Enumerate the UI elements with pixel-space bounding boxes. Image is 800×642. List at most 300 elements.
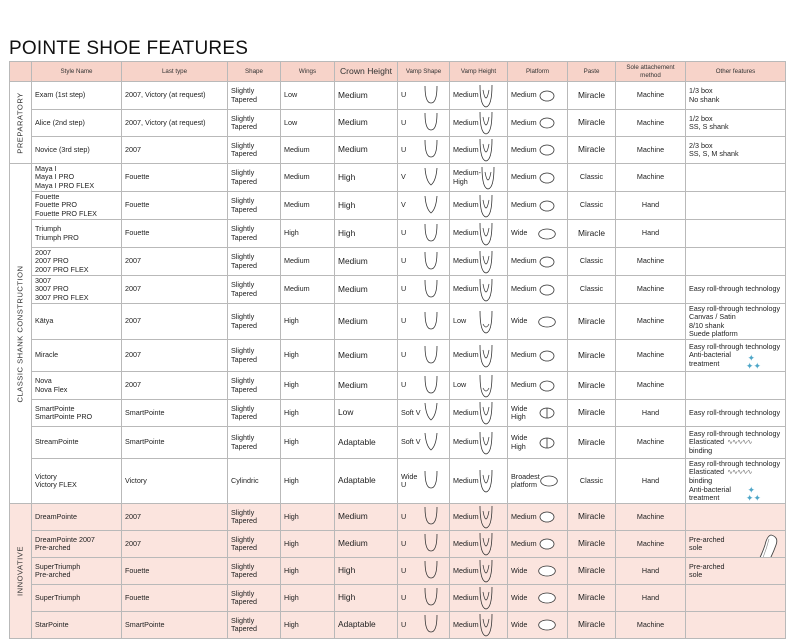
paste-value: Miracle — [578, 538, 605, 549]
wings-value: High — [284, 593, 299, 603]
paste-cell — [568, 276, 616, 304]
vamp-shape-icon — [424, 85, 447, 107]
other-feature-line: 8/10 shank — [689, 320, 725, 330]
shape-cell — [228, 612, 281, 639]
last-type-value: 2007, Victory (at request) — [125, 117, 206, 127]
pre-arched-shoe-icon — [749, 533, 779, 558]
group-label: INNOVATIVE — [15, 546, 25, 597]
crown-height-value: Medium — [338, 315, 368, 326]
wings-cell — [281, 459, 335, 504]
sole-method-value: Machine — [636, 620, 665, 630]
platform-value: Medium — [511, 256, 537, 266]
vamp-height-wrap — [453, 586, 504, 610]
other-features-cell — [686, 585, 786, 612]
header-style-name: Style Name — [32, 62, 122, 82]
vamp-height-wrap — [453, 250, 504, 274]
paste-value: Miracle — [578, 379, 605, 390]
vamp-height-icon — [479, 138, 504, 162]
crown-height-value: Adaptable — [338, 436, 376, 447]
shape-line: Tapered — [231, 260, 257, 270]
vamp-height-icon — [479, 222, 504, 246]
vamp-height-wrap — [453, 374, 504, 398]
group-section — [10, 164, 786, 504]
other-features-cell — [686, 164, 786, 192]
shape-cell — [228, 248, 281, 276]
vamp-shape-value: U — [401, 539, 407, 549]
other-features-cell — [686, 612, 786, 639]
shape-cell — [228, 340, 281, 372]
vamp-height-value: Low — [453, 380, 467, 390]
paste-value: Miracle — [578, 592, 605, 603]
platform-cell — [508, 340, 568, 372]
paste-value: Miracle — [578, 144, 605, 155]
other-features-cell — [686, 220, 786, 248]
paste-cell — [568, 192, 616, 220]
style-name-cell — [32, 504, 122, 531]
other-features-cell — [686, 304, 786, 340]
paste-cell — [568, 372, 616, 400]
sole-method-cell — [616, 504, 686, 531]
shape-cell — [228, 220, 281, 248]
crown-height-value: Medium — [338, 144, 368, 155]
wings-value: Low — [284, 90, 298, 100]
header-other-features: Other features — [686, 62, 786, 82]
platform-value: Medium — [511, 117, 537, 127]
wings-value: High — [284, 476, 299, 486]
sole-method-value: Hand — [641, 476, 660, 486]
vamp-height-cell — [450, 504, 508, 531]
style-name-cell — [32, 427, 122, 459]
platform-shape-icon — [538, 117, 565, 129]
paste-cell — [568, 504, 616, 531]
vamp-shape-value: Wide U — [401, 471, 418, 490]
platform-shape-icon — [538, 90, 565, 102]
last-type-value: SmartPointe — [125, 437, 165, 447]
shape-cell — [228, 304, 281, 340]
last-type-value: Fouette — [125, 172, 150, 182]
crown-height-cell — [335, 612, 398, 639]
paste-cell — [568, 220, 616, 248]
vamp-height-cell — [450, 558, 508, 585]
platform-cell — [508, 110, 568, 137]
other-feature-line: Anti-bacterial — [689, 484, 731, 494]
style-name-cell — [32, 459, 122, 504]
style-name-line: DreamPointe — [35, 512, 77, 522]
table-row — [10, 504, 786, 531]
table-row — [10, 110, 786, 137]
platform-wrap — [511, 619, 564, 631]
crown-height-cell — [335, 164, 398, 192]
vamp-height-icon — [479, 469, 504, 493]
crown-height-value: Adaptable — [338, 475, 376, 486]
last-type-cell — [122, 110, 228, 137]
paste-cell — [568, 459, 616, 504]
platform-shape-icon — [538, 350, 565, 362]
vamp-shape-icon — [424, 432, 447, 454]
other-features-cell — [686, 248, 786, 276]
vamp-height-wrap — [453, 111, 504, 135]
wings-cell — [281, 110, 335, 137]
paste-value: Classic — [579, 256, 604, 266]
vamp-height-cell — [450, 585, 508, 612]
platform-cell — [508, 304, 568, 340]
crown-height-cell — [335, 248, 398, 276]
vamp-shape-wrap — [401, 112, 446, 134]
paste-cell — [568, 164, 616, 192]
table-row — [10, 192, 786, 220]
paste-value: Miracle — [578, 227, 605, 238]
wings-value: High — [284, 539, 299, 549]
vamp-height-wrap — [453, 84, 504, 108]
platform-wrap — [511, 172, 564, 184]
sole-method-value: Hand — [641, 228, 660, 238]
other-feature-line: Easy roll-through technology — [689, 428, 781, 438]
vamp-shape-wrap — [401, 85, 446, 107]
vamp-shape-cell — [398, 585, 450, 612]
other-features-cell — [686, 459, 786, 504]
sole-method-value: Machine — [636, 172, 665, 182]
paste-cell — [568, 400, 616, 427]
vamp-shape-wrap — [401, 195, 446, 217]
vamp-shape-wrap — [401, 223, 446, 245]
style-name-line: 2007 PRO — [35, 256, 69, 266]
shape-line: Tapered — [231, 516, 257, 526]
style-name-line: Victory FLEX — [35, 480, 77, 490]
shape-line: Tapered — [231, 441, 257, 451]
shape-line: Slightly — [231, 376, 255, 386]
crown-height-cell — [335, 459, 398, 504]
vamp-shape-value: U — [401, 256, 407, 266]
style-name-line: SmartPointe — [35, 403, 75, 413]
last-type-value: Fouette — [125, 228, 150, 238]
table-row — [10, 82, 786, 110]
vamp-shape-cell — [398, 400, 450, 427]
style-name-cell — [32, 192, 122, 220]
platform-wrap — [511, 538, 564, 550]
style-name-line: 2007 — [35, 248, 51, 258]
style-name-cell — [32, 220, 122, 248]
vamp-height-icon — [479, 250, 504, 274]
last-type-value: Fouette — [125, 200, 150, 210]
platform-value: Medium — [511, 539, 537, 549]
style-name-line: Triumph PRO — [35, 232, 79, 242]
vamp-shape-icon — [424, 506, 447, 528]
shape-line: Tapered — [231, 354, 257, 364]
wings-cell — [281, 82, 335, 110]
vamp-shape-cell — [398, 164, 450, 192]
style-name-cell — [32, 276, 122, 304]
vamp-shape-cell — [398, 558, 450, 585]
platform-wrap — [511, 434, 564, 451]
vamp-shape-value: Soft V — [401, 437, 421, 447]
last-type-value: Fouette — [125, 593, 150, 603]
vamp-shape-cell — [398, 372, 450, 400]
last-type-value: 2007 — [125, 350, 141, 360]
crown-height-cell — [335, 531, 398, 558]
vamp-height-icon — [479, 278, 504, 302]
vamp-shape-wrap — [401, 506, 446, 528]
vamp-height-cell — [450, 340, 508, 372]
style-name-line: Alice (2nd step) — [35, 117, 85, 127]
other-feature-line: Anti-bacterial — [689, 350, 731, 360]
platform-cell — [508, 248, 568, 276]
wings-cell — [281, 372, 335, 400]
last-type-cell — [122, 459, 228, 504]
last-type-cell — [122, 531, 228, 558]
wings-cell — [281, 400, 335, 427]
vamp-shape-value: U — [401, 380, 407, 390]
platform-wrap — [511, 200, 564, 212]
table-row — [10, 400, 786, 427]
platform-cell — [508, 220, 568, 248]
vamp-height-value: Medium — [453, 256, 479, 266]
shape-cell — [228, 585, 281, 612]
platform-shape-icon — [538, 228, 565, 240]
platform-shape-icon — [538, 437, 565, 449]
other-feature-line: Easy roll-through technology — [689, 284, 781, 294]
paste-value: Miracle — [578, 511, 605, 522]
last-type-cell — [122, 504, 228, 531]
vamp-shape-cell — [398, 459, 450, 504]
crown-height-cell — [335, 276, 398, 304]
header-crown-height: Crown Height — [335, 62, 398, 82]
wings-value: High — [284, 316, 299, 326]
shape-line: Tapered — [231, 149, 257, 158]
vamp-height-value: Medium — [453, 539, 479, 549]
sole-method-value: Machine — [636, 350, 665, 360]
sole-method-value: Hand — [641, 566, 660, 576]
last-type-cell — [122, 400, 228, 427]
vamp-height-cell — [450, 612, 508, 639]
shape-line: Slightly — [231, 433, 255, 443]
other-feature-line: Pre-arched — [689, 562, 725, 572]
crown-height-value: High — [338, 565, 356, 576]
other-feature-line: Elasticated ∿∿∿∿∿ — [689, 467, 752, 477]
shape-cell — [228, 137, 281, 164]
vamp-height-cell — [450, 276, 508, 304]
shape-cell — [228, 110, 281, 137]
paste-cell — [568, 248, 616, 276]
paste-cell — [568, 612, 616, 639]
vamp-shape-cell — [398, 137, 450, 164]
shape-cell — [228, 276, 281, 304]
paste-value: Miracle — [578, 89, 605, 100]
other-feature-line: 2/3 box — [689, 140, 713, 150]
vamp-shape-icon — [424, 251, 447, 273]
sole-method-cell — [616, 164, 686, 192]
style-name-cell — [32, 612, 122, 639]
header-vamp-shape: Vamp Shape — [398, 62, 450, 82]
vamp-height-cell — [450, 137, 508, 164]
vamp-shape-value: U — [401, 228, 407, 238]
vamp-height-wrap — [453, 401, 504, 425]
platform-shape-icon — [538, 565, 565, 577]
crown-height-value: Medium — [338, 255, 368, 266]
vamp-shape-icon — [424, 112, 447, 134]
table-row — [10, 531, 786, 558]
crown-height-cell — [335, 372, 398, 400]
vamp-shape-value: U — [401, 90, 407, 100]
wings-cell — [281, 585, 335, 612]
style-name-line: Fouette PRO — [35, 200, 77, 210]
table-row — [10, 164, 786, 192]
vamp-shape-cell — [398, 248, 450, 276]
crown-height-cell — [335, 340, 398, 372]
other-features-cell — [686, 372, 786, 400]
crown-height-cell — [335, 558, 398, 585]
platform-cell — [508, 558, 568, 585]
vamp-height-value: Medium — [453, 228, 479, 238]
wings-value: Medium — [284, 200, 310, 210]
vamp-height-wrap — [453, 559, 504, 583]
crown-height-cell — [335, 220, 398, 248]
table-row — [10, 372, 786, 400]
last-type-cell — [122, 137, 228, 164]
shape-line: Slightly — [231, 280, 255, 290]
vamp-height-cell — [450, 400, 508, 427]
other-feature-line: sole — [689, 570, 703, 580]
other-features-cell — [686, 504, 786, 531]
platform-shape-icon — [538, 407, 565, 419]
other-feature-line: SS, S shank — [689, 122, 729, 131]
vamp-height-cell — [450, 82, 508, 110]
last-type-cell — [122, 304, 228, 340]
vamp-height-value: Medium — [453, 512, 479, 522]
header-row — [10, 62, 786, 82]
platform-value: Medium — [511, 200, 537, 210]
sole-method-cell — [616, 276, 686, 304]
shape-line: Slightly — [231, 168, 255, 178]
vamp-height-wrap — [453, 344, 504, 368]
vamp-shape-icon — [424, 614, 447, 636]
wings-value: High — [284, 437, 299, 447]
group-section — [10, 82, 786, 164]
wings-value: High — [284, 228, 299, 238]
table-row — [10, 612, 786, 639]
shape-cell — [228, 82, 281, 110]
header-paste: Paste — [568, 62, 616, 82]
last-type-cell — [122, 220, 228, 248]
vamp-shape-value: U — [401, 566, 407, 576]
style-name-line: Fouette — [35, 192, 60, 202]
last-type-cell — [122, 612, 228, 639]
wings-value: Medium — [284, 284, 310, 294]
last-type-value: 2007 — [125, 316, 141, 326]
shape-line: Slightly — [231, 140, 255, 150]
wings-cell — [281, 137, 335, 164]
vamp-height-icon — [479, 586, 504, 610]
shape-line: Slightly — [231, 113, 255, 123]
sole-method-cell — [616, 304, 686, 340]
vamp-shape-cell — [398, 340, 450, 372]
style-name-cell — [32, 304, 122, 340]
vamp-height-value: Medium — [453, 620, 479, 630]
sole-method-cell — [616, 400, 686, 427]
other-features-cell — [686, 427, 786, 459]
platform-shape-icon — [538, 619, 565, 631]
last-type-value: SmartPointe — [125, 407, 165, 417]
shape-cell — [228, 192, 281, 220]
vamp-shape-wrap — [401, 251, 446, 273]
vamp-shape-cell — [398, 427, 450, 459]
vamp-height-wrap — [453, 505, 504, 529]
style-name-line: DreamPointe 2007 — [35, 535, 95, 545]
style-name-cell — [32, 400, 122, 427]
vamp-height-icon — [479, 401, 504, 425]
shape-line: Tapered — [231, 624, 257, 634]
sole-method-cell — [616, 137, 686, 164]
platform-value: Wide High — [511, 403, 528, 422]
style-name-line: 2007 PRO FLEX — [35, 264, 89, 274]
paste-cell — [568, 82, 616, 110]
platform-wrap — [511, 592, 564, 604]
vamp-shape-cell — [398, 82, 450, 110]
table-row — [10, 558, 786, 585]
platform-value: Medium — [511, 380, 537, 390]
vamp-height-value: Medium — [453, 117, 479, 127]
header-last-type: Last type — [122, 62, 228, 82]
wings-cell — [281, 276, 335, 304]
wings-value: High — [284, 407, 299, 417]
other-features-cell — [686, 276, 786, 304]
style-name-line: Exam (1st step) — [35, 90, 86, 100]
header-wings: Wings — [281, 62, 335, 82]
platform-shape-icon — [538, 256, 565, 268]
vamp-height-icon — [479, 532, 504, 556]
sole-method-value: Hand — [641, 407, 660, 417]
wings-value: High — [284, 566, 299, 576]
paste-cell — [568, 558, 616, 585]
vamp-shape-value: U — [401, 144, 407, 154]
vamp-shape-icon — [424, 139, 447, 161]
last-type-cell — [122, 192, 228, 220]
platform-wrap — [511, 284, 564, 296]
sole-method-cell — [616, 220, 686, 248]
vamp-shape-wrap — [401, 279, 446, 301]
last-type-value: 2007 — [125, 284, 141, 294]
vamp-shape-wrap — [401, 614, 446, 636]
vamp-shape-icon — [424, 223, 447, 245]
wings-value: High — [284, 350, 299, 360]
vamp-height-value: Medium — [453, 407, 479, 417]
vamp-shape-cell — [398, 504, 450, 531]
sole-method-value: Hand — [641, 200, 660, 210]
other-features-cell — [686, 558, 786, 585]
wings-cell — [281, 164, 335, 192]
platform-cell — [508, 400, 568, 427]
wings-cell — [281, 558, 335, 585]
wings-cell — [281, 427, 335, 459]
paste-value: Miracle — [578, 565, 605, 576]
last-type-cell — [122, 558, 228, 585]
platform-value: Medium — [511, 144, 537, 154]
vamp-shape-cell — [398, 110, 450, 137]
shape-line: Slightly — [231, 312, 255, 322]
last-type-cell — [122, 164, 228, 192]
vamp-shape-value: U — [401, 350, 407, 360]
platform-shape-icon — [540, 475, 564, 487]
shape-line: Tapered — [231, 384, 257, 394]
last-type-value: Fouette — [125, 566, 150, 576]
platform-value: Medium — [511, 90, 537, 100]
crown-height-value: Medium — [338, 349, 368, 360]
platform-cell — [508, 585, 568, 612]
paste-value: Classic — [579, 200, 604, 210]
shape-line: Slightly — [231, 535, 255, 545]
platform-shape-icon — [538, 538, 565, 550]
style-name-line: Pre-arched — [35, 570, 71, 580]
other-feature-line: Easy roll-through technology — [689, 459, 781, 469]
